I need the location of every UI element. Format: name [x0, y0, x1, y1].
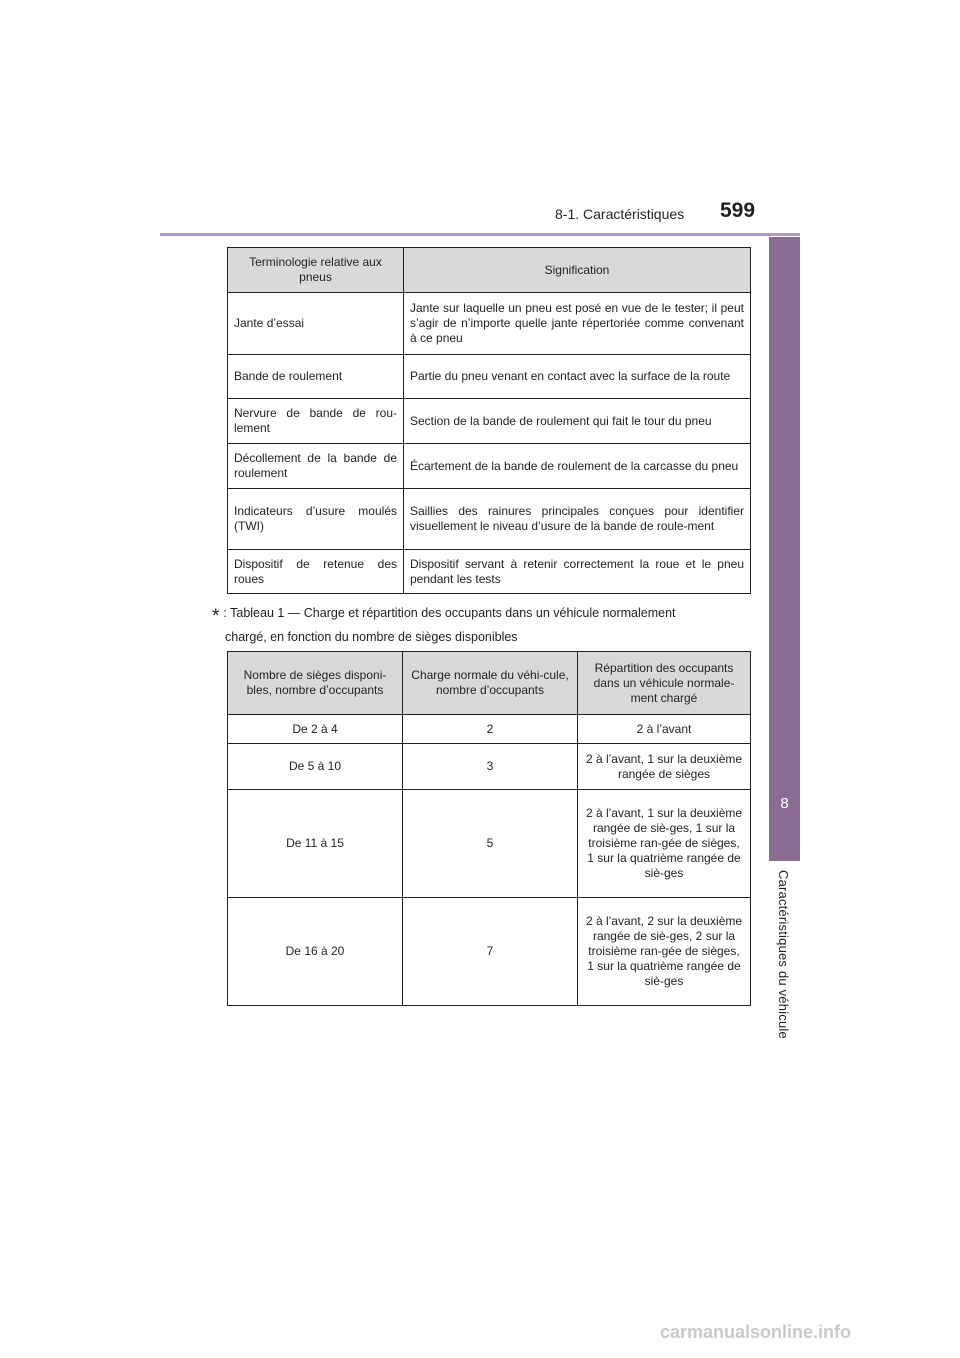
- table-row: [228, 790, 751, 898]
- meaning-cell: Partie du pneu venant en contact avec la surface de la route: [404, 355, 751, 399]
- distribution-cell: 2 à l’avant, 1 sur la deuxième rangée de siè-ges, 1 sur la troisième ran-gée de sièges, 1 sur la quatrième rangée de siè-ges: [578, 790, 751, 898]
- column-header-meaning: Signification: [404, 248, 751, 293]
- term-cell: Dispositif de retenue des roues: [228, 550, 404, 594]
- table-header-row: [228, 248, 751, 293]
- term-cell: Indicateurs d’usure moulés (TWI): [228, 489, 404, 550]
- column-header-seats: Nombre de sièges disponi-bles, nombre d’occupants: [228, 652, 403, 715]
- meaning-cell: Écartement de la bande de roulement de la carcasse du pneu: [404, 444, 751, 489]
- occupant-distribution-table: [227, 651, 751, 1006]
- chapter-side-tab: [769, 237, 800, 861]
- load-cell: 2: [403, 715, 578, 744]
- table-row: [228, 444, 751, 489]
- meaning-cell: Saillies des rainures principales conçues pour identifier visuellement le niveau d’usure de la bande de roule-ment: [404, 489, 751, 550]
- meaning-cell: Section de la bande de roulement qui fait le tour du pneu: [404, 399, 751, 444]
- term-cell: Jante d’essai: [228, 293, 404, 355]
- term-cell: Décollement de la bande de roulement: [228, 444, 404, 489]
- chapter-label: Caractéristiques du véhicule: [776, 870, 791, 1039]
- column-header-term: Terminologie relative aux pneus: [228, 248, 404, 293]
- header-divider: [160, 233, 800, 236]
- term-cell: Bande de roulement: [228, 355, 404, 399]
- chapter-number: 8: [780, 795, 789, 812]
- column-header-distribution: Répartition des occupants dans un véhicule normale-ment chargé: [578, 652, 751, 715]
- distribution-cell: 2 à l’avant, 1 sur la deuxième rangée de sièges: [578, 744, 751, 790]
- seats-cell: De 2 à 4: [228, 715, 403, 744]
- distribution-cell: 2 à l’avant, 2 sur la deuxième rangée de siè-ges, 2 sur la troisième ran-gée de sièges, 1 sur la quatrième rangée de siè-ges: [578, 898, 751, 1006]
- meaning-cell: Jante sur laquelle un pneu est posé en vue de le tester; il peut s’agir de n’importe quelle jante répertoriée comme convenant à ce pneu: [404, 293, 751, 355]
- footnote-line-1: [212, 603, 747, 627]
- seats-cell: De 11 à 15: [228, 790, 403, 898]
- table-header-row: [228, 652, 751, 715]
- table-footnote: [212, 603, 747, 647]
- tire-terminology-table: [227, 247, 751, 594]
- page-number: 599: [720, 199, 756, 222]
- footnote-line-2: chargé, en fonction du nombre de sièges disponibles: [225, 630, 518, 644]
- table-row: [228, 898, 751, 1006]
- distribution-cell: 2 à l’avant: [578, 715, 751, 744]
- load-cell: 5: [403, 790, 578, 898]
- seats-cell: De 16 à 20: [228, 898, 403, 1006]
- table-row: [228, 550, 751, 594]
- table-row: [228, 399, 751, 444]
- table-row: [228, 715, 751, 744]
- section-title: 8-1. Caractéristiques: [555, 206, 685, 222]
- footnote-text: : Tableau 1 — Charge et répartition des occupants dans un véhicule normalement: [223, 606, 676, 620]
- table-row: [228, 744, 751, 790]
- table-row: [228, 489, 751, 550]
- column-header-load: Charge normale du véhi-cule, nombre d’occupants: [403, 652, 578, 715]
- site-watermark: carmanualsonline.info: [660, 1322, 852, 1342]
- load-cell: 7: [403, 898, 578, 1006]
- meaning-cell: Dispositif servant à retenir correctement la roue et le pneu pendant les tests: [404, 550, 751, 594]
- table-row: [228, 355, 751, 399]
- term-cell: Nervure de bande de rou-lement: [228, 399, 404, 444]
- footnote-marker: *: [212, 606, 220, 627]
- table-row: [228, 293, 751, 355]
- load-cell: 3: [403, 744, 578, 790]
- seats-cell: De 5 à 10: [228, 744, 403, 790]
